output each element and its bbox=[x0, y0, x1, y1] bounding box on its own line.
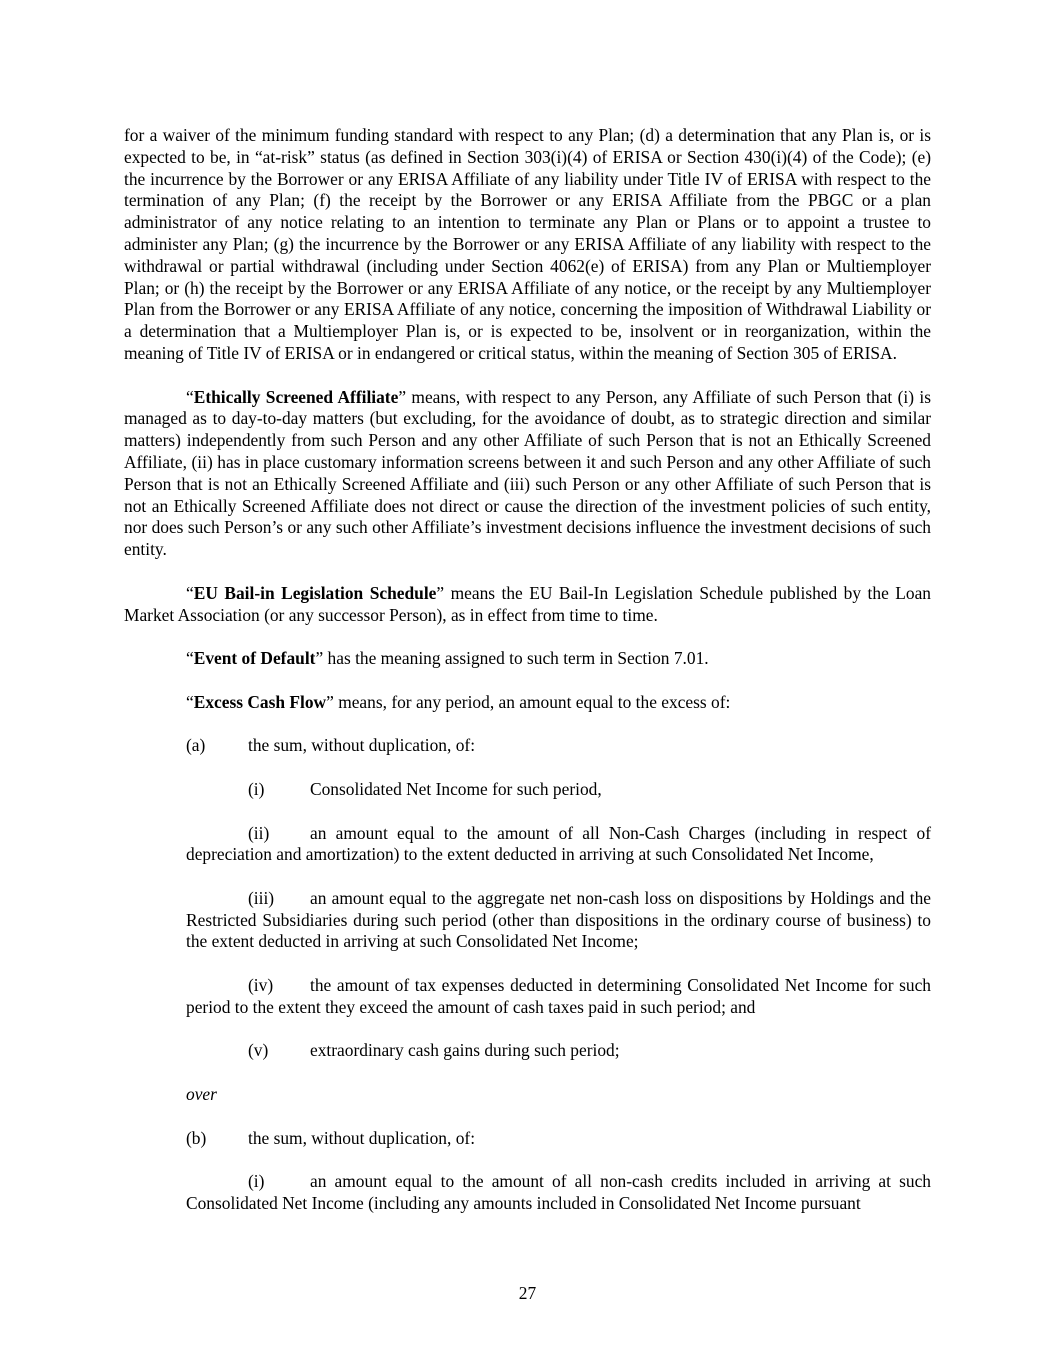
clause-a-item-i bbox=[186, 779, 931, 801]
intro-paragraph: for a waiver of the minimum funding standard with respect to any Plan; (d) a determination that any Plan is, or is expected to be, in “at-risk” status (as defined in Section 303(i)(4) of ERISA or Section 430(i)(4) of the Code); (e) the incurrence by the Borrower or any ERISA Affiliate of any liability under Title IV of ERISA with respect to the termination of any Plan; (f) the receipt by the Borrower or any ERISA Affiliate from the PBGC or a plan administrator of any notice relating to an intention to terminate any Plan or Plans or to appoint a trustee to administer any Plan; (g) the incurrence by the Borrower or any ERISA Affiliate of any liability with respect to the withdrawal or partial withdrawal (including under Section 4062(e) of ERISA) from any Plan or Multiemployer Plan; or (h) the receipt by the Borrower or any ERISA Affiliate of any notice, or the receipt by any Multiemployer Plan from the Borrower or any ERISA Affiliate of any notice, concerning the imposition of Withdrawal Liability or a determination that a Multiemployer Plan is, or is expected to be, insolvent or in reorganization, within the meaning of Title IV of ERISA or in endangered or critical status, within the meaning of Section 305 of ERISA. bbox=[124, 125, 931, 363]
clause-label: (b) bbox=[186, 1127, 207, 1148]
item-text: an amount equal to the amount of all non-cash credits included in arriving at such Consolidated Net Income (including any amounts included in Consolidated Net Income pursuant bbox=[186, 1171, 931, 1214]
close-quote: ” bbox=[315, 648, 324, 669]
open-quote: “ bbox=[186, 386, 194, 407]
item-label: (i) bbox=[248, 778, 265, 799]
definition-body: has the meaning assigned to such term in Section 7.01. bbox=[323, 648, 709, 669]
clause-b bbox=[186, 1128, 931, 1150]
item-text: extraordinary cash gains during such period; bbox=[310, 1040, 620, 1061]
open-quote: “ bbox=[186, 648, 194, 669]
clause-text: the sum, without duplication, of: bbox=[248, 1127, 476, 1148]
item-label: (iii) bbox=[248, 887, 275, 908]
defined-term: Event of Default bbox=[193, 648, 316, 669]
definition-event-of-default bbox=[124, 648, 931, 670]
definition-body: means the EU Bail-In Legislation Schedule published by the Loan Market Association (or any successor Person), as in effect from time to time. bbox=[124, 582, 931, 625]
item-text: the amount of tax expenses deducted in determining Consolidated Net Income for such period to the extent they exceed the amount of cash taxes paid in such period; and bbox=[186, 975, 931, 1017]
item-text: an amount equal to the amount of all Non-Cash Charges (including in respect of depreciation and amortization) to the extent deducted in arriving at such Consolidated Net Income, bbox=[186, 822, 931, 865]
open-quote: “ bbox=[186, 582, 194, 603]
document-page bbox=[124, 125, 931, 1237]
clause-label: (a) bbox=[186, 735, 206, 756]
clause-a-item-iv bbox=[186, 975, 931, 1019]
defined-term: EU Bail-in Legislation Schedule bbox=[193, 582, 437, 603]
close-quote: ” bbox=[398, 386, 407, 407]
clause-a bbox=[186, 735, 931, 757]
item-text: Consolidated Net Income for such period, bbox=[310, 778, 602, 799]
item-label: (ii) bbox=[248, 822, 270, 843]
definition-body: means, for any period, an amount equal to the excess of: bbox=[333, 691, 731, 712]
definition-excess-cash-flow bbox=[124, 692, 931, 714]
item-label: (i) bbox=[248, 1171, 265, 1192]
item-label: (iv) bbox=[248, 975, 274, 996]
item-text: an amount equal to the aggregate net non-cash loss on dispositions by Holdings and the Restricted Subsidiaries during such period (other than dispositions in the ordinary course of business) to the extent deducted in arriving at such Consolidated Net Income; bbox=[186, 887, 931, 952]
clause-b-item-i bbox=[186, 1171, 931, 1215]
clause-a-item-v bbox=[186, 1040, 931, 1062]
close-quote: ” bbox=[326, 691, 334, 712]
clause-text: the sum, without duplication, of: bbox=[248, 735, 476, 756]
definition-eu-bail-in-legislation-schedule bbox=[124, 583, 931, 627]
close-quote: ” bbox=[436, 582, 445, 603]
definition-body: means, with respect to any Person, any Affiliate of such Person that (i) is managed as to day-to-day matters (but excluding, for the avoidance of doubt, as to strategic direction and similar matters) independently from such Person and any other Affiliate of such Person that is not an Ethically Screened Affiliate, (ii) has in place customary information screens between it and such Person and any other Affiliate of such Person that is not an Ethically Screened Affiliate and (iii) such Person or any other Affiliate of such Person that is not an Ethically Screened Affiliate does not direct or cause the direction of the investment policies of such entity, nor does such Person’s or any such other Affiliate’s investment decisions influence the investment decisions of such entity. bbox=[124, 386, 931, 560]
page-number: 27 bbox=[518, 1283, 537, 1303]
defined-term: Excess Cash Flow bbox=[193, 691, 327, 712]
defined-term: Ethically Screened Affiliate bbox=[193, 386, 399, 407]
clause-a-item-iii bbox=[186, 888, 931, 953]
clause-a-item-ii bbox=[186, 823, 931, 867]
definition-ethically-screened-affiliate bbox=[124, 387, 931, 561]
over-connector: over bbox=[186, 1084, 217, 1105]
item-label: (v) bbox=[248, 1040, 269, 1061]
open-quote: “ bbox=[186, 691, 194, 712]
